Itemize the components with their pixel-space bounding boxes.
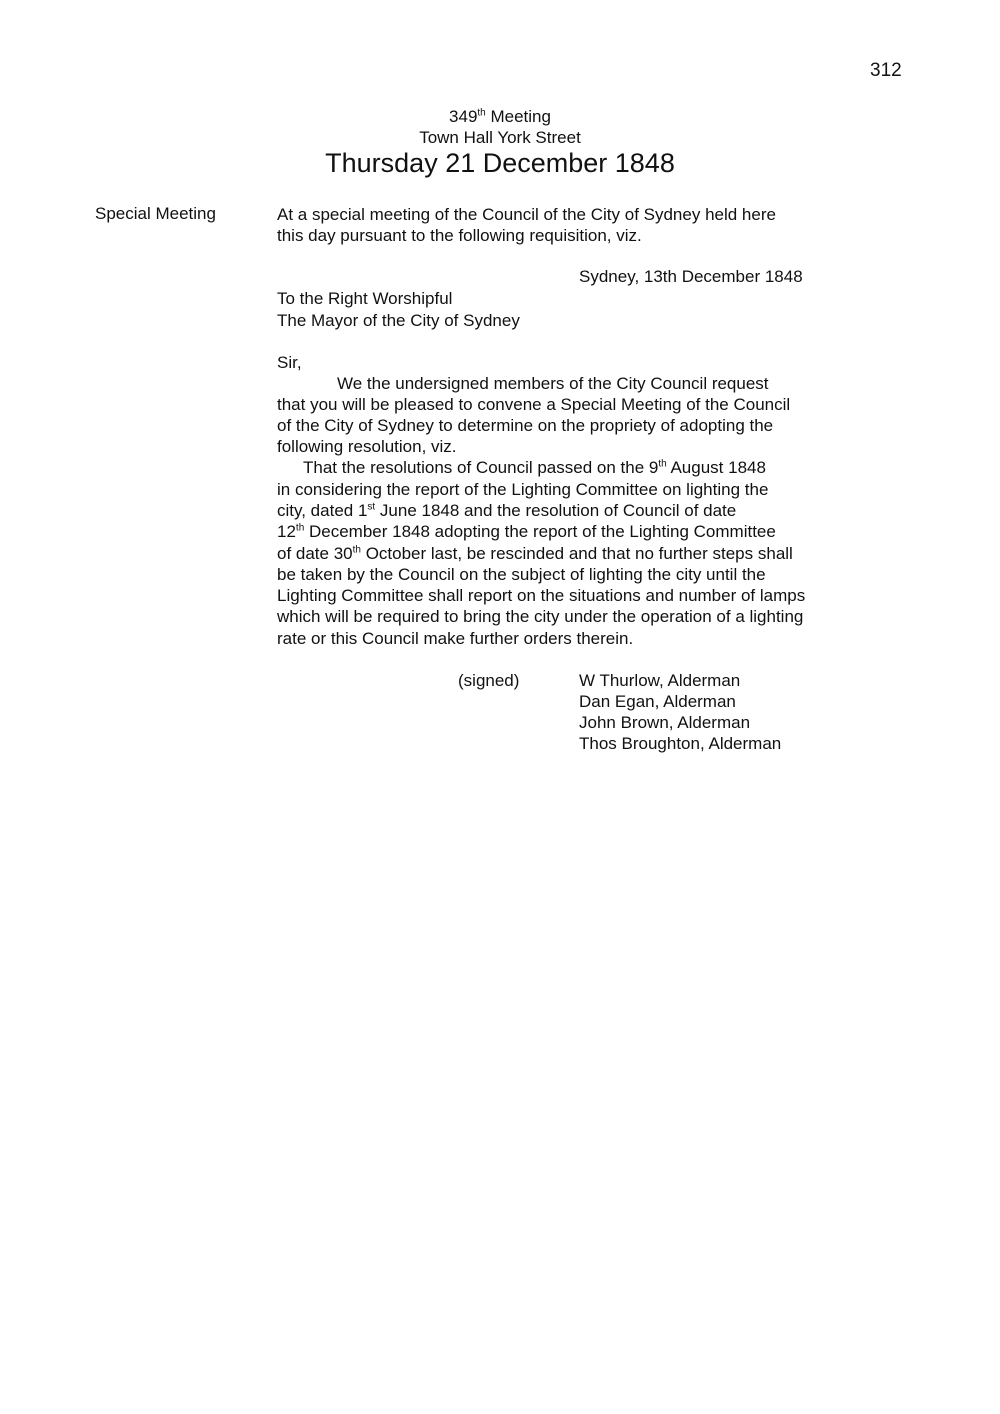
intro-line: this day pursuant to the following requisition, viz.	[277, 226, 642, 245]
letter-dateline: Sydney, 13th December 1848	[579, 267, 803, 286]
margin-note: Special Meeting	[95, 204, 216, 223]
resolution-line: That the resolutions of Council passed on the 9th August 1848	[303, 458, 766, 477]
signatory: John Brown, Alderman	[579, 713, 751, 732]
meeting-number: 349th Meeting	[449, 107, 551, 126]
paragraph-line: of the City of Sydney to determine on the propriety of adopting the	[277, 416, 774, 435]
salutation: Sir,	[277, 353, 302, 372]
paragraph-line: We the undersigned members of the City Council request	[337, 374, 769, 393]
addressee-line: The Mayor of the City of Sydney	[277, 311, 520, 330]
resolution-line: in considering the report of the Lighting Committee on lighting the	[277, 480, 769, 499]
signatory: Dan Egan, Alderman	[579, 692, 736, 711]
resolution-line: Lighting Committee shall report on the situations and number of lamps	[277, 586, 806, 605]
resolution-line: city, dated 1st June 1848 and the resolution of Council of date	[277, 501, 737, 520]
meeting-date: Thursday 21 December 1848	[325, 148, 675, 178]
resolution-line: 12th December 1848 adopting the report of the Lighting Committee	[277, 522, 776, 541]
resolution-line: of date 30th October last, be rescinded and that no further steps shall	[277, 544, 793, 563]
signatory: Thos Broughton, Alderman	[579, 734, 782, 753]
resolution-line: which will be required to bring the city under the operation of a lighting	[277, 607, 804, 626]
paragraph-line: following resolution, viz.	[277, 437, 457, 456]
resolution-line: rate or this Council make further orders therein.	[277, 629, 634, 648]
signatory: W Thurlow, Alderman	[579, 671, 741, 690]
addressee-line: To the Right Worshipful	[277, 289, 453, 308]
paragraph-line: that you will be pleased to convene a Special Meeting of the Council	[277, 395, 791, 414]
resolution-line: be taken by the Council on the subject of lighting the city until the	[277, 565, 766, 584]
page-number: 312	[870, 60, 902, 81]
signed-label: (signed)	[458, 671, 520, 690]
intro-line: At a special meeting of the Council of the City of Sydney held here	[277, 205, 776, 224]
meeting-location: Town Hall York Street	[419, 128, 581, 147]
